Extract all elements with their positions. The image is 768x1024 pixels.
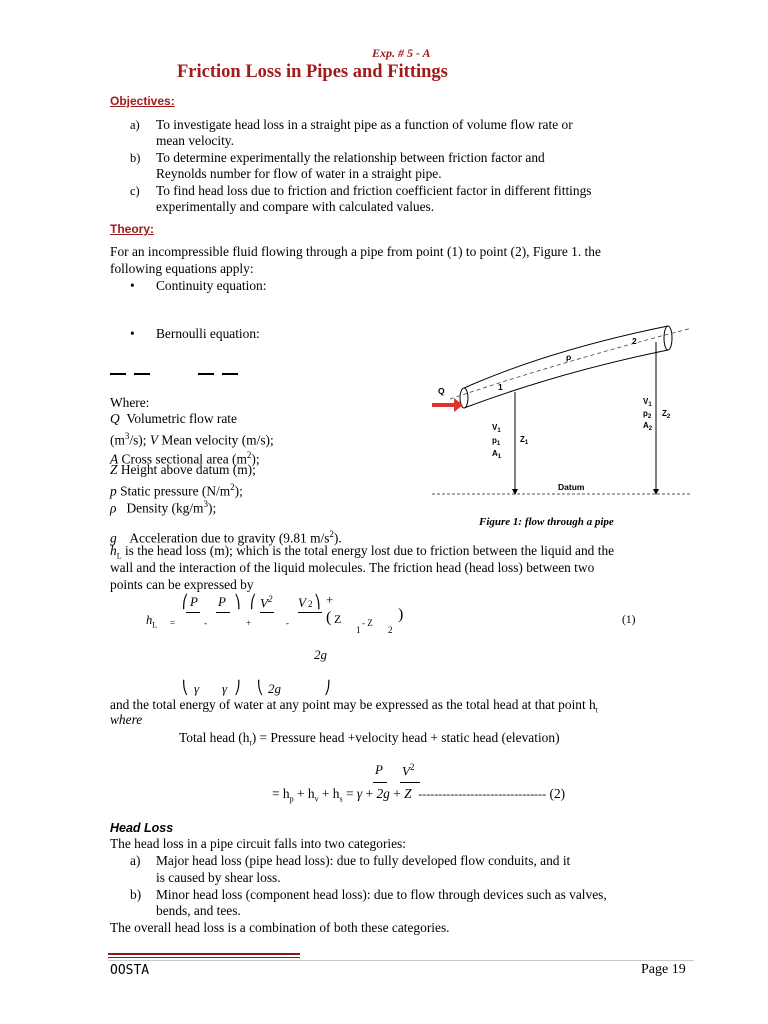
a-text: Cross sectional area (m <box>121 451 247 467</box>
eq2-line: = $h_p + h_v + h_s = \gamma + 2g + Z$ -------------------------------- (2) <box>272 786 566 804</box>
bullet-icon: • <box>130 278 135 293</box>
objective-text: To investigate head loss in a straight pipe as a function of volume flow rate or <box>156 117 573 132</box>
headloss-para-line3: points can be expressed by <box>110 577 254 592</box>
objectives-heading: Objectives: <box>110 94 175 108</box>
item-marker: b) <box>130 887 142 902</box>
q-symbol: Q <box>110 411 120 426</box>
eq1-rparen: ) <box>398 606 404 623</box>
eq1-number: (1) <box>622 614 636 626</box>
objective-a <box>130 117 573 134</box>
rho-text: Density (kg/m <box>126 500 204 516</box>
footer-rule-long <box>108 960 694 961</box>
objective-b <box>130 150 545 167</box>
total-head-post: ) = Pressure head +velocity head + static head (elevation) <box>251 730 560 745</box>
eq2-2g: 2g <box>376 786 390 801</box>
eq1-bottom-paren-3: ⎝ <box>257 680 264 695</box>
rho-post: ); <box>207 500 217 516</box>
headloss-heading: Head Loss <box>110 821 174 835</box>
z-text: Height above datum (m); <box>120 462 256 477</box>
eq1-plus-mid: + <box>246 618 252 628</box>
def-q <box>110 411 237 428</box>
g-symbol: g <box>110 530 117 546</box>
eq1-v1: $V^2$ <box>260 594 273 611</box>
flow-pipe-diagram <box>420 310 700 510</box>
total-head-sub: t <box>249 738 252 748</box>
eq2-gamma: γ <box>356 786 363 801</box>
eq1-paren-3: ⎞ <box>314 594 321 609</box>
objective-a-cont: mean velocity. <box>156 133 234 148</box>
where-label: Where: <box>110 395 150 410</box>
bullet-text: Bernoulli equation: <box>156 326 260 341</box>
eq1-fraction-bar-2 <box>216 612 230 613</box>
q-text: Volumetric flow rate <box>126 411 237 426</box>
eq1-2g: 2g <box>314 647 327 662</box>
experiment-number: Exp. # 5 - A <box>372 46 431 60</box>
eq1-paren-mid: ⎞ <box>234 594 241 609</box>
total-head-pre: Total head (h <box>179 730 250 745</box>
eq2-v: $V^2$ <box>402 762 415 779</box>
eq1-fraction-bar-1 <box>186 612 200 613</box>
eq1-2g-bottom: 2g <box>268 681 281 696</box>
fig-label-a2: $A_2$ <box>643 421 653 432</box>
objective-marker: a) <box>130 118 140 132</box>
hl-line1-text: is the head loss (m); which is the total energy lost due to friction between the liquid and the <box>121 543 615 558</box>
hl-subscript: L <box>116 551 122 561</box>
equation-placeholder-dashes <box>110 365 246 383</box>
footer-rule-bottom <box>108 957 300 958</box>
footer-left: OOSTA <box>110 963 150 978</box>
headloss-item-b-cont: bends, and tees. <box>156 903 241 918</box>
p-sup: 2 <box>230 482 235 492</box>
figure-caption: Figure 1: flow through a pipe <box>479 516 614 528</box>
eq2-number: (2) <box>549 786 566 801</box>
eq1-paren-2: ⎛ <box>250 594 257 609</box>
eq1-p1: P <box>190 594 198 609</box>
headloss-item-a <box>130 853 571 870</box>
fig-label-q: Q <box>438 386 445 396</box>
item-text: Minor head loss (component head loss): due to flow through devices such as valves, <box>156 887 607 902</box>
objective-b-cont: Reynolds number for flow of water in a straight pipe. <box>156 166 442 181</box>
fig-label-point2: 2 <box>632 336 637 346</box>
theory-intro-line2: following equations apply: <box>110 261 254 276</box>
total-head-definition <box>179 730 560 752</box>
eq1-lparen: ( <box>326 609 332 626</box>
eq2-fraction-bar-2 <box>400 782 420 783</box>
page-title: Friction Loss in Pipes and Fittings <box>177 62 448 82</box>
flow-arrow-icon <box>432 398 463 412</box>
objective-c <box>130 183 592 200</box>
headloss-para-line2: wall and the interaction of the liquid molecules. The friction head (head loss) between two <box>110 560 595 575</box>
footer-page-number: Page 19 <box>641 962 686 977</box>
m3s-pre: (m <box>110 432 125 448</box>
total-energy-where: where <box>110 712 143 727</box>
total-energy-text: and the total energy of water at any point may be expressed as the total head at that point h <box>110 697 596 712</box>
eq1-gamma-1: γ <box>194 681 200 696</box>
m3s-post: /s); <box>129 432 147 448</box>
v-text: Mean velocity (m/s); <box>161 432 274 448</box>
eq1-gamma-2: γ <box>222 681 228 696</box>
p-symbol: p <box>110 483 117 499</box>
eq2-plus-2: + <box>393 786 401 801</box>
eq1-bottom-paren-1: ⎝ <box>182 680 189 695</box>
bullet-icon: • <box>130 326 135 341</box>
bullet-continuity <box>130 278 267 295</box>
rho-symbol: ρ <box>110 500 117 516</box>
bullet-bernoulli <box>130 326 260 343</box>
def-v <box>110 428 274 449</box>
eq2-p: P <box>375 762 383 777</box>
fig-label-rho: ρ <box>566 352 572 362</box>
hl-symbol: h <box>110 543 117 558</box>
v-symbol: V <box>149 432 159 448</box>
p-post: ); <box>234 483 243 499</box>
pipe-outlet-end <box>664 326 672 350</box>
eq2-z: Z <box>404 786 412 801</box>
eq1-sub1: 1 <box>356 625 361 635</box>
footer-rule-top <box>108 953 300 955</box>
a-symbol: A <box>110 451 119 467</box>
g-post: ). <box>333 530 342 546</box>
eq2-lhs: = h <box>272 786 290 801</box>
eq1-paren-top: ⎛ <box>182 594 189 609</box>
fig-label-point1: 1 <box>498 382 503 392</box>
eq2-fraction-bar-1 <box>373 782 387 783</box>
eq1-bottom-paren-2: ⎠ <box>234 680 241 695</box>
eq2-plus-1: + <box>365 786 374 801</box>
a-post: ); <box>251 451 260 467</box>
objective-text: To find head loss due to friction and friction coefficient factor in different fittings <box>156 183 592 198</box>
eq1-bottom-paren-4: ⎠ <box>324 680 331 695</box>
def-rho <box>110 496 216 517</box>
z-symbol: Z <box>110 462 118 477</box>
fig-label-p1: $p_1$ <box>492 436 501 447</box>
rho-sup: 3 <box>203 499 208 509</box>
eq1-minus-2: - <box>286 618 289 628</box>
bullet-text: Continuity equation: <box>156 278 267 293</box>
item-text: Major head loss (pipe head loss): due to fully developed flow conduits, and it <box>156 853 571 868</box>
m3s-sup: 3 <box>124 431 130 441</box>
eq2-dashes: -------------------------------- <box>418 787 547 801</box>
theory-heading: Theory: <box>110 222 155 236</box>
eq1-equals: = <box>170 618 176 628</box>
eq1-fraction-bar-4 <box>298 612 322 613</box>
fig-label-z1: $Z_1$ <box>520 435 529 446</box>
headloss-overall: The overall head loss is a combination of both these categories. <box>110 920 450 935</box>
fig-label-a1: $A_1$ <box>492 449 502 460</box>
eq1-fraction-bar-3 <box>260 612 274 613</box>
fig-label-z2: $Z_2$ <box>662 409 671 420</box>
objective-marker: c) <box>130 184 140 198</box>
eq1-hl: $h_L$ <box>146 613 158 630</box>
p-text: Static pressure (N/m <box>120 483 231 499</box>
objective-text: To determine experimentally the relationship between friction factor and <box>156 150 545 165</box>
eq1-zminus: - Z <box>362 618 373 628</box>
headloss-item-a-cont: is caused by shear loss. <box>156 870 281 885</box>
eq1-plus-top: + <box>326 592 334 607</box>
a-sup: 2 <box>246 450 252 460</box>
headloss-item-b <box>130 887 607 904</box>
eq1-v2: V 2 <box>298 595 313 610</box>
objective-marker: b) <box>130 151 141 165</box>
total-energy-line1 <box>110 697 598 719</box>
headloss-intro: The head loss in a pipe circuit falls into two categories: <box>110 836 406 851</box>
eq1-minus-1: - <box>204 618 207 628</box>
objective-c-cont: experimentally and compare with calculated values. <box>156 199 435 214</box>
fig-label-v2: $V_1$ <box>643 397 652 408</box>
eq1-sub2: 2 <box>388 625 393 635</box>
fig-label-datum: Datum <box>558 482 585 492</box>
eq1-z: Z <box>334 612 342 626</box>
eq1-p2: P <box>218 594 226 609</box>
fig-label-p2: $p_2$ <box>643 409 652 420</box>
g-sup: 2 <box>329 529 334 539</box>
theory-intro-line1: For an incompressible fluid flowing through a pipe from point (1) to point (2), Figure 1. the <box>110 244 601 259</box>
def-z <box>110 462 256 479</box>
item-marker: a) <box>130 853 141 868</box>
ht-subscript: t <box>595 705 598 715</box>
fig-label-v1: $V_1$ <box>492 423 501 434</box>
g-text: Acceleration due to gravity (9.81 m/s <box>129 530 330 546</box>
